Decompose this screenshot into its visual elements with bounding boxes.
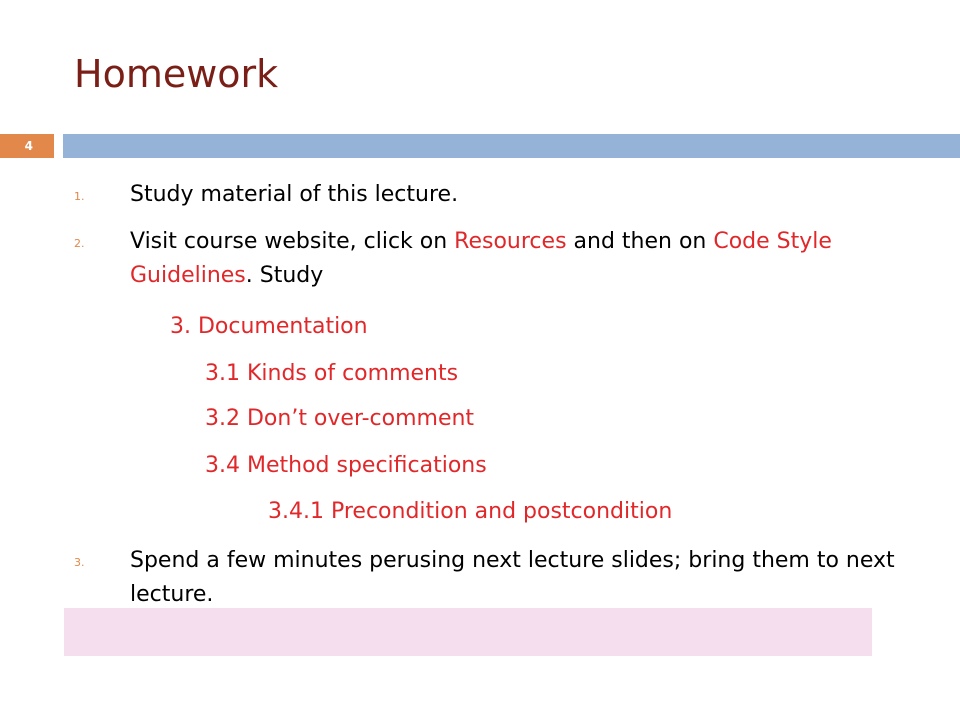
list-marker: 2.: [74, 237, 85, 250]
list-item-text: [130, 225, 920, 293]
subitem-documentation: 3. Documentation: [170, 314, 368, 339]
slide-number: 4: [24, 139, 33, 153]
slide-title: Homework: [74, 52, 279, 96]
text-segment: . Study: [245, 263, 324, 288]
code-style-guidelines-link[interactable]: Code Style Guidelines: [130, 229, 832, 288]
list-marker: 3.: [74, 556, 85, 569]
resources-link[interactable]: Resources: [454, 229, 567, 254]
text-segment: Visit course website, click on: [130, 229, 455, 254]
subitem-method-specifications: 3.4 Method specifications: [205, 453, 487, 478]
list-item-text: Study material of this lecture.: [130, 182, 459, 207]
subitem-dont-over-comment: 3.2 Don’t over-comment: [205, 406, 475, 431]
list-item-text: Spend a few minutes perusing next lecture slides; bring them to next lecture.: [130, 548, 895, 607]
subitem-kinds-of-comments: 3.1 Kinds of comments: [205, 361, 459, 386]
highlight-box: [64, 608, 872, 656]
subitem-precondition-postcondition: 3.4.1 Precondition and postcondition: [268, 499, 673, 524]
text-segment: and then on: [566, 229, 714, 254]
header-bar: [63, 134, 960, 158]
list-marker: 1.: [74, 190, 85, 203]
slide-number-box: [0, 134, 54, 158]
